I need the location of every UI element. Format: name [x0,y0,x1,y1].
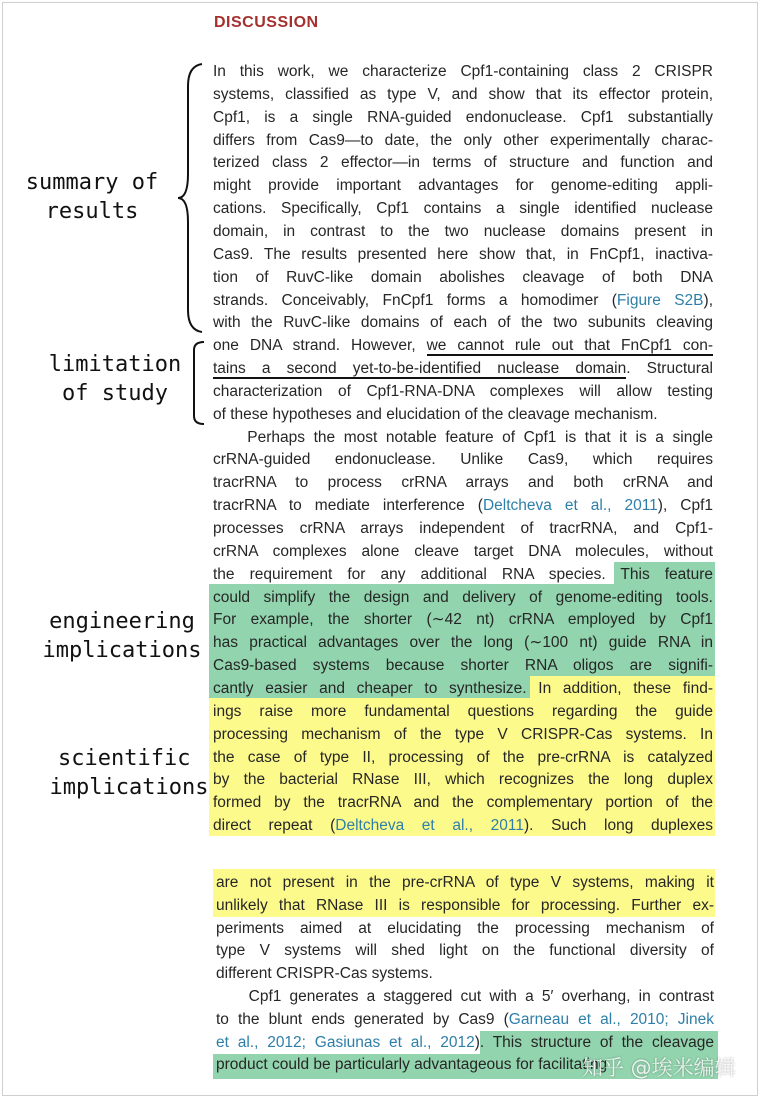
text-segment: different CRISPR-Cas systems. [216,965,433,983]
text-segment: by the bacterial RNase III, which recognizes the long duplex [213,771,713,789]
text-segment: the requirement for any additional RNA species. This feature [213,565,713,583]
citation-link[interactable]: Deltcheva et al., 2011 [482,497,658,515]
text-segment: could simplify the design and delivery of genome-editing tools. [213,588,713,606]
citation-link[interactable]: Garneau et al., 2010; Jinek [508,1010,714,1028]
text-line [213,334,713,357]
watermark: 知乎 @埃米编辑 [582,1056,736,1080]
text-segment: are not present in the pre-crRNA of type V systems, making it [216,874,714,891]
text-line [213,448,713,471]
scientific-annotation-line2: implications [49,775,209,800]
text-line [216,962,714,985]
text-line [213,106,713,129]
text-segment: direct repeat ( [213,817,336,835]
limitation-annotation [40,350,190,408]
text-line [213,608,713,631]
text-line [213,471,713,494]
text-segment: of these hypotheses and elucidation of the cleavage mechanism. [213,405,658,423]
text-segment: product could be particularly advantageous for facilitating [216,1056,608,1074]
section-heading: DISCUSSION [214,14,319,31]
text-segment: might provide important advantages for genome-editing appli- [213,177,713,195]
scientific-annotation-line1: scientific [58,746,191,771]
text-segment: ). This structure of the cleavage [474,1033,714,1051]
text-line [213,677,713,700]
engineering-annotation-line2: implications [42,638,202,663]
text-segment: type V systems will shed light on the functional diversity of [216,942,714,960]
engineering-annotation-line1: engineering [49,609,195,634]
text-segment: processing mechanism of the type V CRISPR-Cas systems. In [213,725,713,743]
limitation-annotation-line1: limitation [48,352,182,377]
text-line [213,814,713,837]
text-segment: crRNA-guided endonuclease. Unlike Cas9, which requires [213,451,713,469]
text-segment: one DNA strand. However, [213,337,427,355]
summary-brace [176,62,206,334]
text-segment: processes crRNA arrays independent of tracrRNA, and Cpf1- [213,520,713,537]
text-segment: unlikely that RNase III is responsible for processing. Further ex- [216,896,714,914]
text-segment: . Structural [626,360,713,378]
text-line [216,917,714,940]
engineering-annotation [36,607,208,665]
underlined-text: tains a second yet-to-be-identified nuclease domain [213,360,627,378]
limitation-annotation-line2: of study [62,381,168,406]
text-line [216,1031,714,1054]
citation-link[interactable]: et al., 2012; Gasiunas et al., 2012 [216,1033,475,1051]
text-segment: tracrRNA to mediate interference ( [213,497,483,515]
text-line [213,540,713,563]
text-line [216,1008,714,1031]
text-segment: ), [703,291,713,309]
text-segment: has practical advantages over the long (∼100 nt) guide RNA in [213,634,713,652]
text-segment: differs from Cas9—to date, the only other experimentally charac- [213,131,713,149]
text-line [213,266,713,289]
text-line [213,220,713,243]
text-line [213,700,713,723]
text-segment: ). Such long duplexes [523,817,713,835]
text-line [213,494,713,517]
scientific-annotation [44,744,214,802]
text-line [213,174,713,197]
text-segment: ings raise more fundamental questions regarding the guide [213,702,713,720]
text-line [213,129,713,152]
text-segment: Cpf1, is a single RNA-guided endonuclease. Cpf1 substantially [213,108,713,126]
text-segment: Cas9. The results presented here show that, in FnCpf1, inactiva- [213,245,713,263]
text-line [213,631,713,654]
text-segment: tracrRNA to process crRNA arrays and both crRNA and [213,474,713,492]
text-segment: For example, the shorter (∼42 nt) crRNA employed by Cpf1 [213,611,713,629]
text-segment: characterization of Cpf1-RNA-DNA complexes will allow testing [213,382,713,400]
text-line [213,723,713,746]
text-segment: systems, classified as type V, and show that its effector protein, [213,85,713,103]
citation-link[interactable]: Figure S2B [616,291,704,309]
text-segment: In this work, we characterize Cpf1-containing class 2 CRISPR [213,63,713,80]
text-line [213,83,713,106]
text-line [213,426,713,449]
text-segment: with the RuvC-like domains of each of the two subunits cleaving [213,314,713,332]
text-segment: formed by the tracrRNA and the complementary portion of the [213,794,713,812]
text-segment: cations. Specifically, Cpf1 contains a single identified nuclease [213,200,713,218]
text-segment: Cpf1 generates a staggered cut with a 5′ overhang, in contrast [216,988,714,1005]
text-segment: ), Cpf1 [657,497,714,515]
text-segment: the case of type II, processing of the pre-crRNA is catalyzed [213,748,713,766]
text-line [216,871,714,894]
text-line [213,151,713,174]
text-line [213,563,713,586]
text-line [213,791,713,814]
citation-link[interactable]: Deltcheva et al., 2011 [335,817,524,835]
text-line [213,289,713,312]
text-line [213,746,713,769]
text-line [213,243,713,266]
text-line [213,357,713,380]
text-segment: to the blunt ends generated by Cas9 ( [216,1010,509,1028]
text-line [216,894,714,917]
text-line [213,380,713,403]
text-line [213,586,713,609]
text-segment: Perhaps the most notable feature of Cpf1 is that it is a single [213,428,713,446]
text-segment: tion of RuvC-like domain abolishes cleavage of both DNA [213,268,713,286]
text-line [213,517,713,540]
text-line [213,60,713,83]
text-segment: terized class 2 effector—in terms of structure and function and [213,154,713,172]
text-line [213,197,713,220]
underlined-text: we cannot rule out that FnCpf1 con- [426,337,713,355]
text-line [213,768,713,791]
text-line [216,985,714,1008]
text-line [213,403,713,426]
text-segment: Cas9-based systems because shorter RNA oligos are signifi- [213,657,713,675]
text-line [213,311,713,334]
text-line [213,654,713,677]
text-segment: domain, in contrast to the two nuclease domains present in [213,222,713,240]
summary-annotation [8,168,176,226]
text-segment: strands. Conceivably, FnCpf1 forms a homodimer ( [213,291,617,309]
text-segment: crRNA complexes alone cleave target DNA molecules, without [213,542,713,560]
text-segment: periments aimed at elucidating the processing mechanism of [216,919,714,937]
summary-annotation-line1: summary of [25,170,159,195]
text-segment: cantly easier and cheaper to synthesize. In addition, these find- [213,679,713,697]
summary-annotation-line2: results [45,199,139,224]
text-line [216,939,714,962]
